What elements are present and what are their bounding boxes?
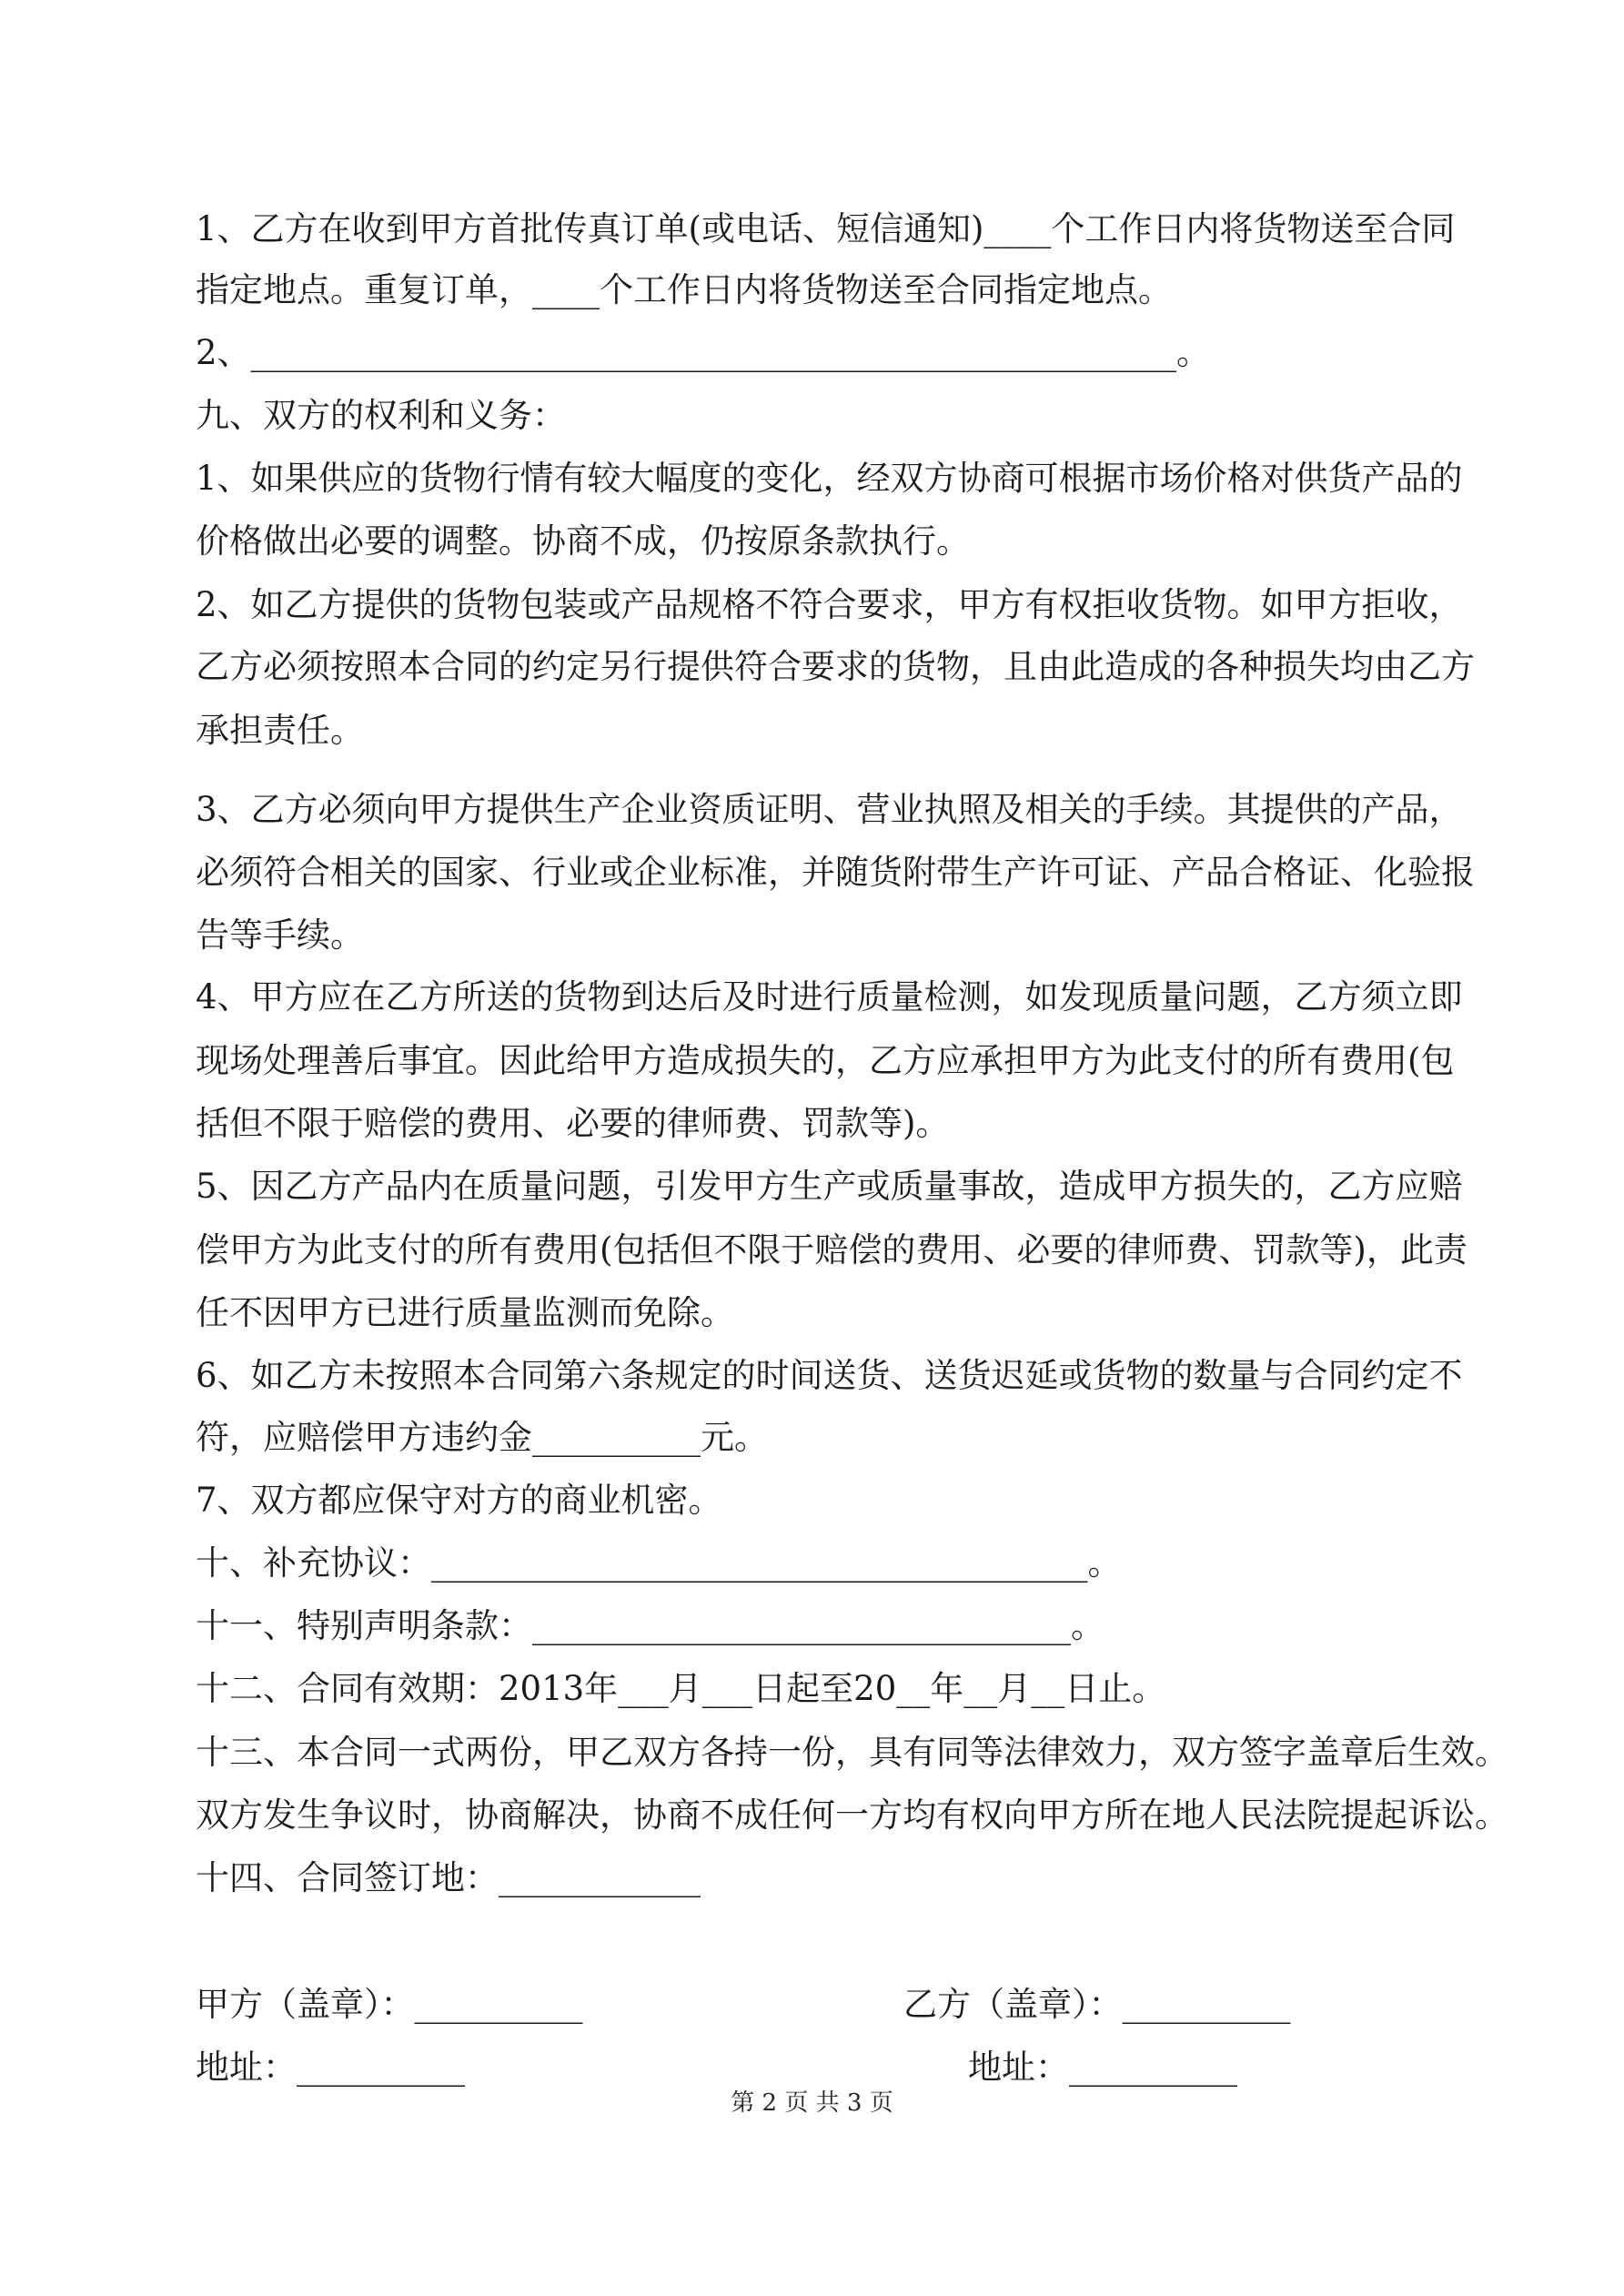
clause-9-item-4-line-1: 4、甲方应在乙方所送的货物到达后及时进行质量检测，如发现质量问题，乙方须立即 bbox=[196, 977, 1463, 1017]
party-a-address: 地址：__________ bbox=[196, 2048, 465, 2087]
page-number-footer: 第 2 页 共 3 页 bbox=[731, 2089, 893, 2117]
clause-9-item-5-line-2: 偿甲方为此支付的所有费用(包括但不限于赔偿的费用、必要的律师费、罚款等)，此责 bbox=[196, 1230, 1468, 1269]
party-b-address: 地址：__________ bbox=[968, 2048, 1237, 2087]
clause-8-item-1-line-1: 1、乙方在收到甲方首批传真订单(或电话、短信通知)____个工作日内将货物送至合同 bbox=[196, 209, 1456, 248]
clause-9-item-5-line-1: 5、因乙方产品内在质量问题，引发甲方生产或质量事故，造成甲方损失的，乙方应赔 bbox=[196, 1167, 1463, 1206]
clause-9-item-7: 7、双方都应保守对方的商业机密。 bbox=[196, 1481, 722, 1520]
clause-9-heading: 九、双方的权利和义务： bbox=[196, 396, 566, 435]
clause-9-item-3-line-3: 告等手续。 bbox=[196, 915, 364, 955]
clause-12-validity: 十二、合同有效期：2013年___月___日起至20__年__月__日止。 bbox=[196, 1669, 1166, 1708]
clause-13-line-2: 双方发生争议时，协商解决，协商不成任何一方均有权向甲方所在地人民法院提起诉讼。 bbox=[196, 1795, 1508, 1835]
clause-9-item-3-line-2: 必须符合相关的国家、行业或企业标准，并随货附带生产许可证、产品合格证、化验报 bbox=[196, 853, 1475, 892]
clause-14-signing-place: 十四、合同签订地：____________ bbox=[196, 1858, 701, 1897]
clause-8-item-2: 2、_______________________________________________________。 bbox=[196, 333, 1211, 372]
clause-9-item-2-line-1: 2、如乙方提供的货物包装或产品规格不符合要求，甲方有权拒收货物。如甲方拒收， bbox=[196, 585, 1463, 624]
clause-9-item-1-line-1: 1、如果供应的货物行情有较大幅度的变化，经双方协商可根据市场价格对供货产品的 bbox=[196, 459, 1463, 498]
party-b-seal: 乙方（盖章）：__________ bbox=[903, 1985, 1291, 2024]
clause-9-item-6-line-2: 符，应赔偿甲方违约金__________元。 bbox=[196, 1418, 768, 1457]
clause-11-special-terms: 十一、特别声明条款：________________________________。 bbox=[196, 1606, 1105, 1645]
clause-9-item-1-line-2: 价格做出必要的调整。协商不成，仍按原条款执行。 bbox=[196, 521, 970, 561]
clause-9-item-4-line-2: 现场处理善后事宜。因此给甲方造成损失的，乙方应承担甲方为此支付的所有费用(包 bbox=[196, 1041, 1455, 1080]
clause-9-item-2-line-2: 乙方必须按照本合同的约定另行提供符合要求的货物，且由此造成的各种损失均由乙方 bbox=[196, 647, 1475, 686]
clause-9-item-5-line-3: 任不因甲方已进行质量监测而免除。 bbox=[196, 1293, 734, 1332]
clause-13-line-1: 十三、本合同一式两份，甲乙双方各持一份，具有同等法律效力，双方签字盖章后生效。 bbox=[196, 1733, 1508, 1772]
clause-8-item-1-line-2: 指定地点。重复订单，____个工作日内将货物送至合同指定地点。 bbox=[196, 270, 1172, 309]
clause-10-supplementary: 十、补充协议：_______________________________________。 bbox=[196, 1543, 1122, 1583]
clause-9-item-4-line-3: 括但不限于赔偿的费用、必要的律师费、罚款等)。 bbox=[196, 1104, 950, 1143]
clause-9-item-6-line-1: 6、如乙方未按照本合同第六条规定的时间送货、送货迟延或货物的数量与合同约定不 bbox=[196, 1356, 1463, 1395]
clause-9-item-2-line-3: 承担责任。 bbox=[196, 711, 364, 750]
clause-9-item-3-line-1: 3、乙方必须向甲方提供生产企业资质证明、营业执照及相关的手续。其提供的产品， bbox=[196, 790, 1463, 829]
party-a-seal: 甲方（盖章）：__________ bbox=[196, 1985, 583, 2024]
